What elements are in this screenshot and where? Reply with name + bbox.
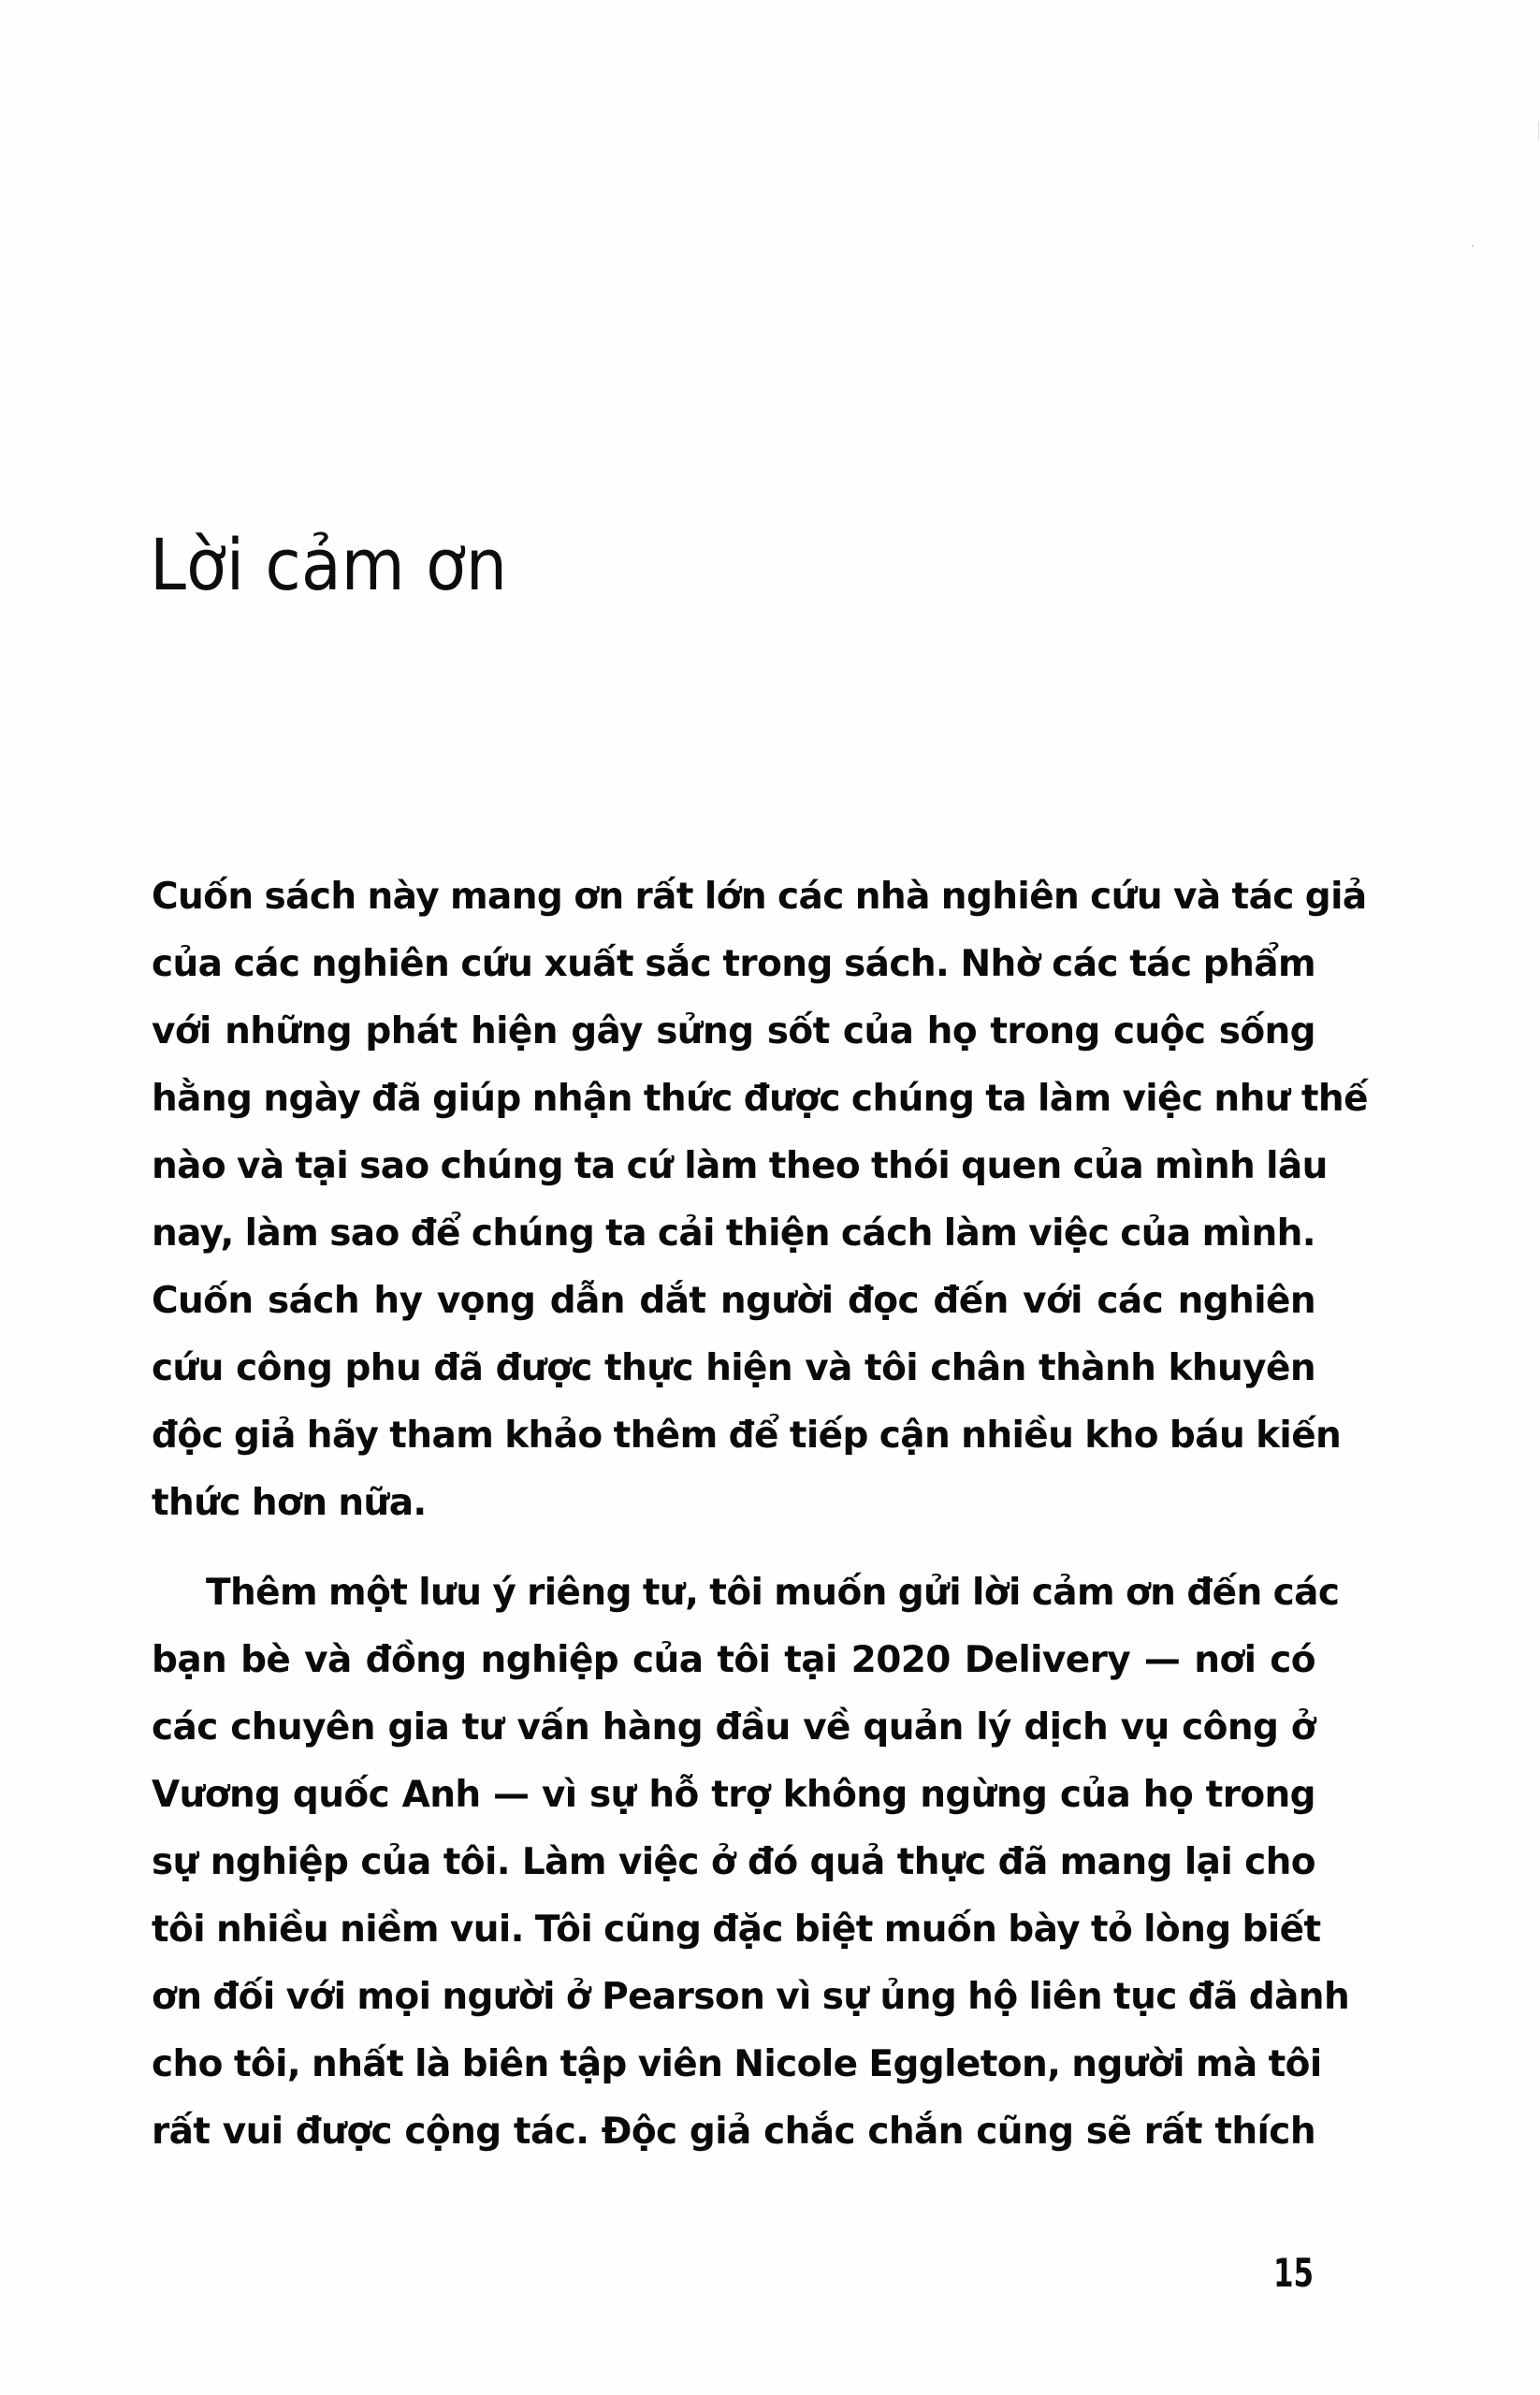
text-line: của các nghiên cứu xuất sắc trong sách. Nhờ các tác phẩm [152, 943, 1315, 985]
paragraph-1 [152, 864, 1368, 1537]
text-line: nay, làm sao để chúng ta cải thiện cách làm việc của mình. [152, 1212, 1315, 1255]
text-line: độc giả hãy tham khảo thêm để tiếp cận nhiều kho báu kiến [152, 1415, 1342, 1457]
text-line: rất vui được cộng tác. Độc giả chắc chắn cũng sẽ rất thích [152, 2111, 1315, 2153]
page-number: 15 [1273, 2250, 1315, 2296]
body-text [152, 864, 1368, 2166]
text-line: Vương quốc Anh — vì sự hỗ trợ không ngừng của họ trong [152, 1774, 1315, 1816]
text-line: thức hơn nữa. [152, 1482, 427, 1524]
text-line: sự nghiệp của tôi. Làm việc ở đó quả thực đã mang lại cho [152, 1841, 1315, 1883]
text-line: bạn bè và đồng nghiệp của tôi tại 2020 Delivery — nơi có [152, 1639, 1315, 1681]
text-line: cho tôi, nhất là biên tập viên Nicole Eggleton, người mà tôi [152, 2043, 1322, 2085]
text-line: Cuốn sách hy vọng dẫn dắt người đọc đến với các nghiên [152, 1280, 1315, 1322]
scan-speck [1472, 245, 1474, 247]
chapter-title: Lời cảm ơn [150, 523, 508, 606]
text-line: Cuốn sách này mang ơn rất lớn các nhà nghiên cứu và tác giả [152, 876, 1367, 918]
text-line: các chuyên gia tư vấn hàng đầu về quản lý dịch vụ công ở [152, 1706, 1315, 1749]
text-line: nào và tại sao chúng ta cứ làm theo thói quen của mình lâu [152, 1145, 1328, 1187]
text-line: với những phát hiện gây sửng sốt của họ trong cuộc sống [152, 1010, 1315, 1052]
text-line: cứu công phu đã được thực hiện và tôi chân thành khuyên [152, 1347, 1315, 1389]
text-line: hằng ngày đã giúp nhận thức được chúng ta làm việc như thế [152, 1078, 1368, 1120]
scan-speck [1538, 122, 1539, 140]
text-line: Thêm một lưu ý riêng tư, tôi muốn gửi lời cảm ơn đến các [206, 1572, 1340, 1614]
text-line: tôi nhiều niềm vui. Tôi cũng đặc biệt muốn bày tỏ lòng biết [152, 1909, 1321, 1951]
text-line: ơn đối với mọi người ở Pearson vì sự ủng hộ liên tục đã dành [152, 1976, 1350, 2018]
paragraph-2 [152, 1560, 1350, 2166]
